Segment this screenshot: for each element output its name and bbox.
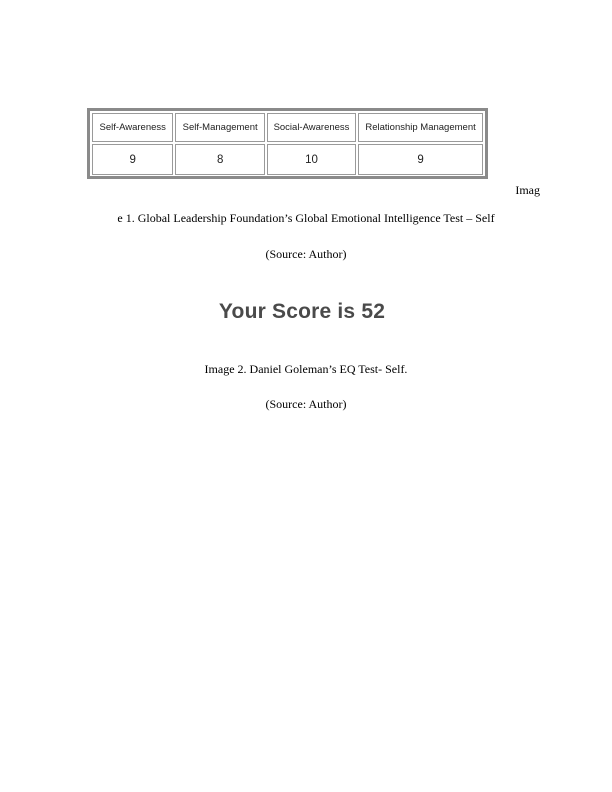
value-social-awareness: 10 (267, 144, 356, 175)
header-relationship-management: Relationship Management (358, 113, 483, 142)
image1-source: (Source: Author) (265, 247, 347, 261)
score-table (90, 111, 485, 177)
header-self-awareness: Self-Awareness (92, 113, 173, 142)
table-header-row (92, 113, 483, 142)
image2-source: (Source: Author) (265, 397, 347, 411)
image1-caption-start: Imag (515, 183, 540, 197)
value-relationship-management: 9 (358, 144, 483, 175)
value-self-awareness: 9 (92, 144, 173, 175)
image2-caption: Image 2. Daniel Goleman’s EQ Test- Self. (204, 362, 408, 376)
score-table-image (87, 108, 488, 179)
header-self-management: Self-Management (175, 113, 264, 142)
image1-caption: e 1. Global Leadership Foundation’s Global Emotional Intelligence Test – Self (117, 211, 495, 225)
value-self-management: 8 (175, 144, 264, 175)
score-result-image: Your Score is 52 (218, 300, 386, 323)
header-social-awareness: Social-Awareness (267, 113, 356, 142)
table-value-row (92, 144, 483, 175)
